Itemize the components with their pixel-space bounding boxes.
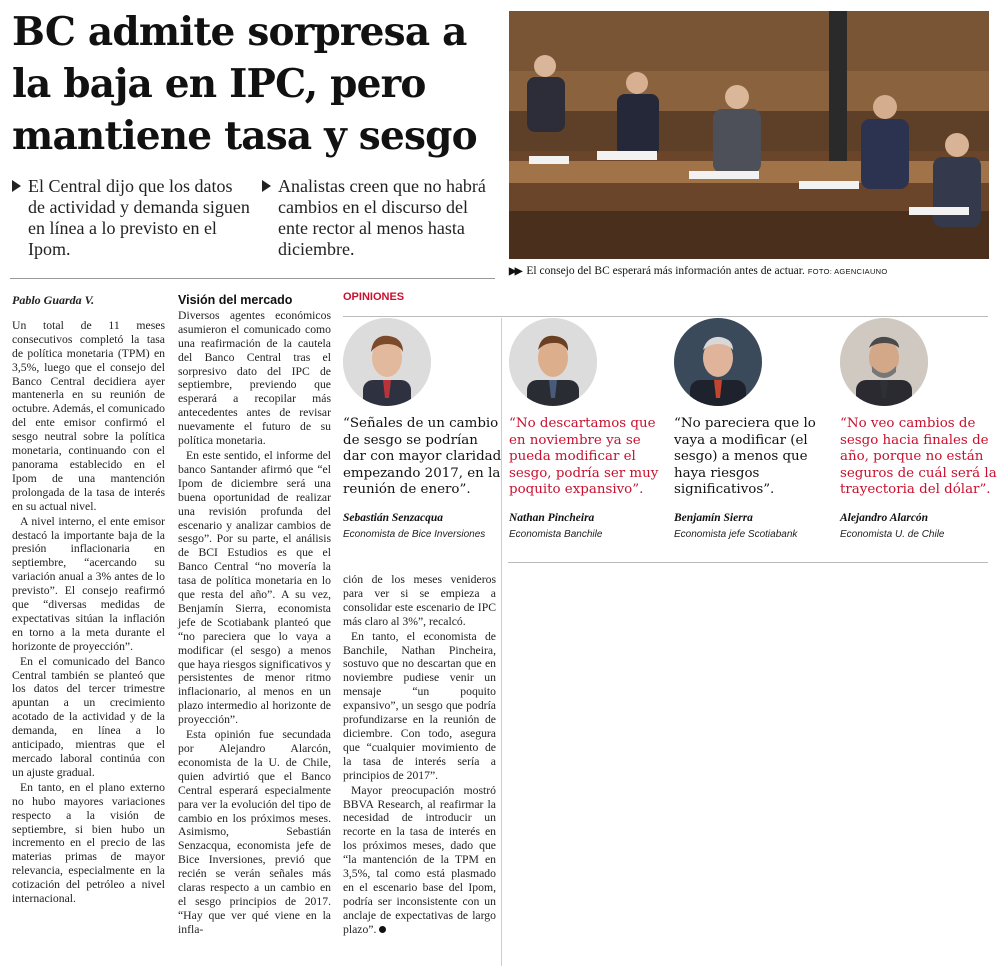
opinions-bottom-rule <box>508 562 988 563</box>
opinions-label: OPINIONES <box>343 291 405 303</box>
opinion-name: Alejandro Alarcón <box>840 512 929 524</box>
portrait-alarcon <box>840 318 928 406</box>
deck-text-1: El Central dijo que los datos de actividad y demanda siguen en línea a lo previsto en el Ipom. <box>28 176 250 259</box>
end-mark-icon <box>379 926 386 933</box>
opinion-quote: “Señales de un cambio de sesgo se podrían dar con mayor claridad empezando 2017, en la reunión de enero”. <box>343 416 502 498</box>
paragraph-text: Mayor preocupación mostró BBVA Research, al reafirmar la necesidad de introducir un recorte en la tasa de interés en los próximos meses, dado que “la mantención de la TPM en 3,5%, tal como está plasmado en el escenario base del Ipom, podría ser inconsistente con un anclaje de expectativas de largo plazo”. <box>343 783 496 936</box>
paragraph: A nivel interno, el ente emisor destacó la importante baja de la presión inflacionaria en septiembre, “acercando su variación anual a 3% antes de lo previsto”. El consejo reafirmó que “diversas medidas de expectativas sitúan la inflación en torno a la meta durante el horizonte de proyección”. <box>12 514 165 653</box>
opinion-role: Economista jefe Scotiabank <box>674 529 798 540</box>
opinion-name: Nathan Pincheira <box>509 512 595 524</box>
opinion-role: Economista Banchile <box>509 529 603 540</box>
paragraph: Diversos agentes económicos asumieron el comunicado como una reafirmación de la cautela del Banco Central tras el sorpresivo dato del IPC de septiembre, previendo que esperará a recopilar más antecedentes antes de revisar nuevamente el futuro de su política monetaria. <box>178 308 331 448</box>
opinion-quote: “No veo cambios de sesgo hacia finales de año, porque no están seguros de cuál será la trayectoria del dólar”. <box>840 416 997 498</box>
caption-text: El consejo del BC esperará más información antes de actuar. <box>526 265 805 277</box>
article-column-2 <box>178 294 331 938</box>
council-photo <box>509 11 989 259</box>
photo-credit: FOTO: AGENCIAUNO <box>807 267 888 276</box>
opinions-rule <box>343 316 988 317</box>
headline: BC admite sorpresa a la baja en IPC, pero mantiene tasa y sesgo <box>12 9 477 159</box>
paragraph: En tanto, en el plano externo no hubo mayores variaciones respecto a la visión de septiembre, si bien hubo un incremento en el precio de las materias primas de mayor relevancia, especialmente en la cotización del petróleo a nivel internacional. <box>12 780 165 906</box>
portrait-sierra <box>674 318 762 406</box>
opinion-name: Sebastián Senzacqua <box>343 512 444 524</box>
portrait-pincheira <box>509 318 597 406</box>
opinion-role: Economista U. de Chile <box>840 529 945 540</box>
article-column-1 <box>12 294 165 907</box>
article-column-3 <box>343 573 496 938</box>
opinion-name: Benjamín Sierra <box>674 512 753 524</box>
opinion-role: Economista de Bice Inversiones <box>343 529 486 540</box>
double-arrow-icon: ▶▶ <box>509 266 521 277</box>
paragraph: En tanto, el economista de Banchile, Nathan Pincheira, sostuvo que no descartan que en noviembre pudiese venir un mensaje “un poquito expansivo”, un sesgo que podría profundizarse en la reunión de diciembre. Con todo, asegura que “cualquier movimiento de la tasa de interés sería a principios de 2017”. <box>343 629 496 782</box>
deck-item-2 <box>262 176 500 260</box>
paragraph: ción de los meses venideros para ver si se empieza a consolidar este escenario de IPC más claro al 3%”, recalcó. <box>343 573 496 628</box>
portrait-senzacqua <box>343 318 431 406</box>
byline: Pablo Guarda V. <box>12 293 95 307</box>
deck-item-1 <box>12 176 250 260</box>
triangle-bullet-icon <box>12 180 21 192</box>
paragraph: Esta opinión fue secundada por Alejandro Alarcón, economista de la U. de Chile, quien advirtió que el Banco Central esperará especialmente para ver la evolución del tipo de cambio en los próximos meses. Asimismo, Sebastián Senzacqua, economista jefe de Bice Inversiones, previó que recién se verán señales más claras respecto a un cambio en el sesgo principios de 2017. “Hay que ver qué viene en la infla- <box>178 728 331 936</box>
deck-divider <box>10 278 495 279</box>
paragraph <box>343 784 496 937</box>
opinion-quote: “No pareciera que lo vaya a modificar (el sesgo) a menos que haya riesgos significativos”. <box>674 416 816 498</box>
opinion-quote: “No descartamos que en noviembre ya se pueda modificar el sesgo, podría ser muy poquito expansivo”. <box>509 416 659 498</box>
photo-caption <box>509 265 989 277</box>
paragraph: En este sentido, el informe del banco Santander afirmó que “el Ipom de diciembre será una buena oportunidad de realizar una revisión profunda del escenario y analizar cambios de sesgo”. Por su parte, el análisis de BCI Estudios es que el Banco Central “no movería la tasa de política monetaria en lo que resta del año”. A su vez, Benjamín Sierra, economista jefe de Scotiabank planteó que “no pareciera que lo vaya a modificar (el sesgo) a menos que haya riesgos significativos y persistentes de menor ritmo inflacionario, al menos en un plazo intermedio al horizonte de proyección”. <box>178 448 331 727</box>
paragraph: Un total de 11 meses consecutivos completó la tasa de política monetaria (TPM) en 3,5%, luego que el consejo del Banco Central decidiera ayer mantenerla en su reunión de octubre. Además, el comunicado del ente emisor confirmó el sesgo neutral sobre la política monetaria, continuando con el panorama establecido en el Ipom de una mantención prolongada de la tasa de interés en su actual nivel. <box>12 318 165 513</box>
subheading: Visión del mercado <box>178 293 293 307</box>
triangle-bullet-icon <box>262 180 271 192</box>
deck-text-2: Analistas creen que no habrá cambios en el discurso del ente rector al menos hasta diciembre. <box>278 176 486 259</box>
paragraph: En el comunicado del Banco Central también se planteó que los datos del tercer trimestre apuntan a un crecimiento acotado de la actividad y de la demanda, en línea a lo anticipado, mientras que el mercado laboral continúa con un ajuste gradual. <box>12 654 165 779</box>
